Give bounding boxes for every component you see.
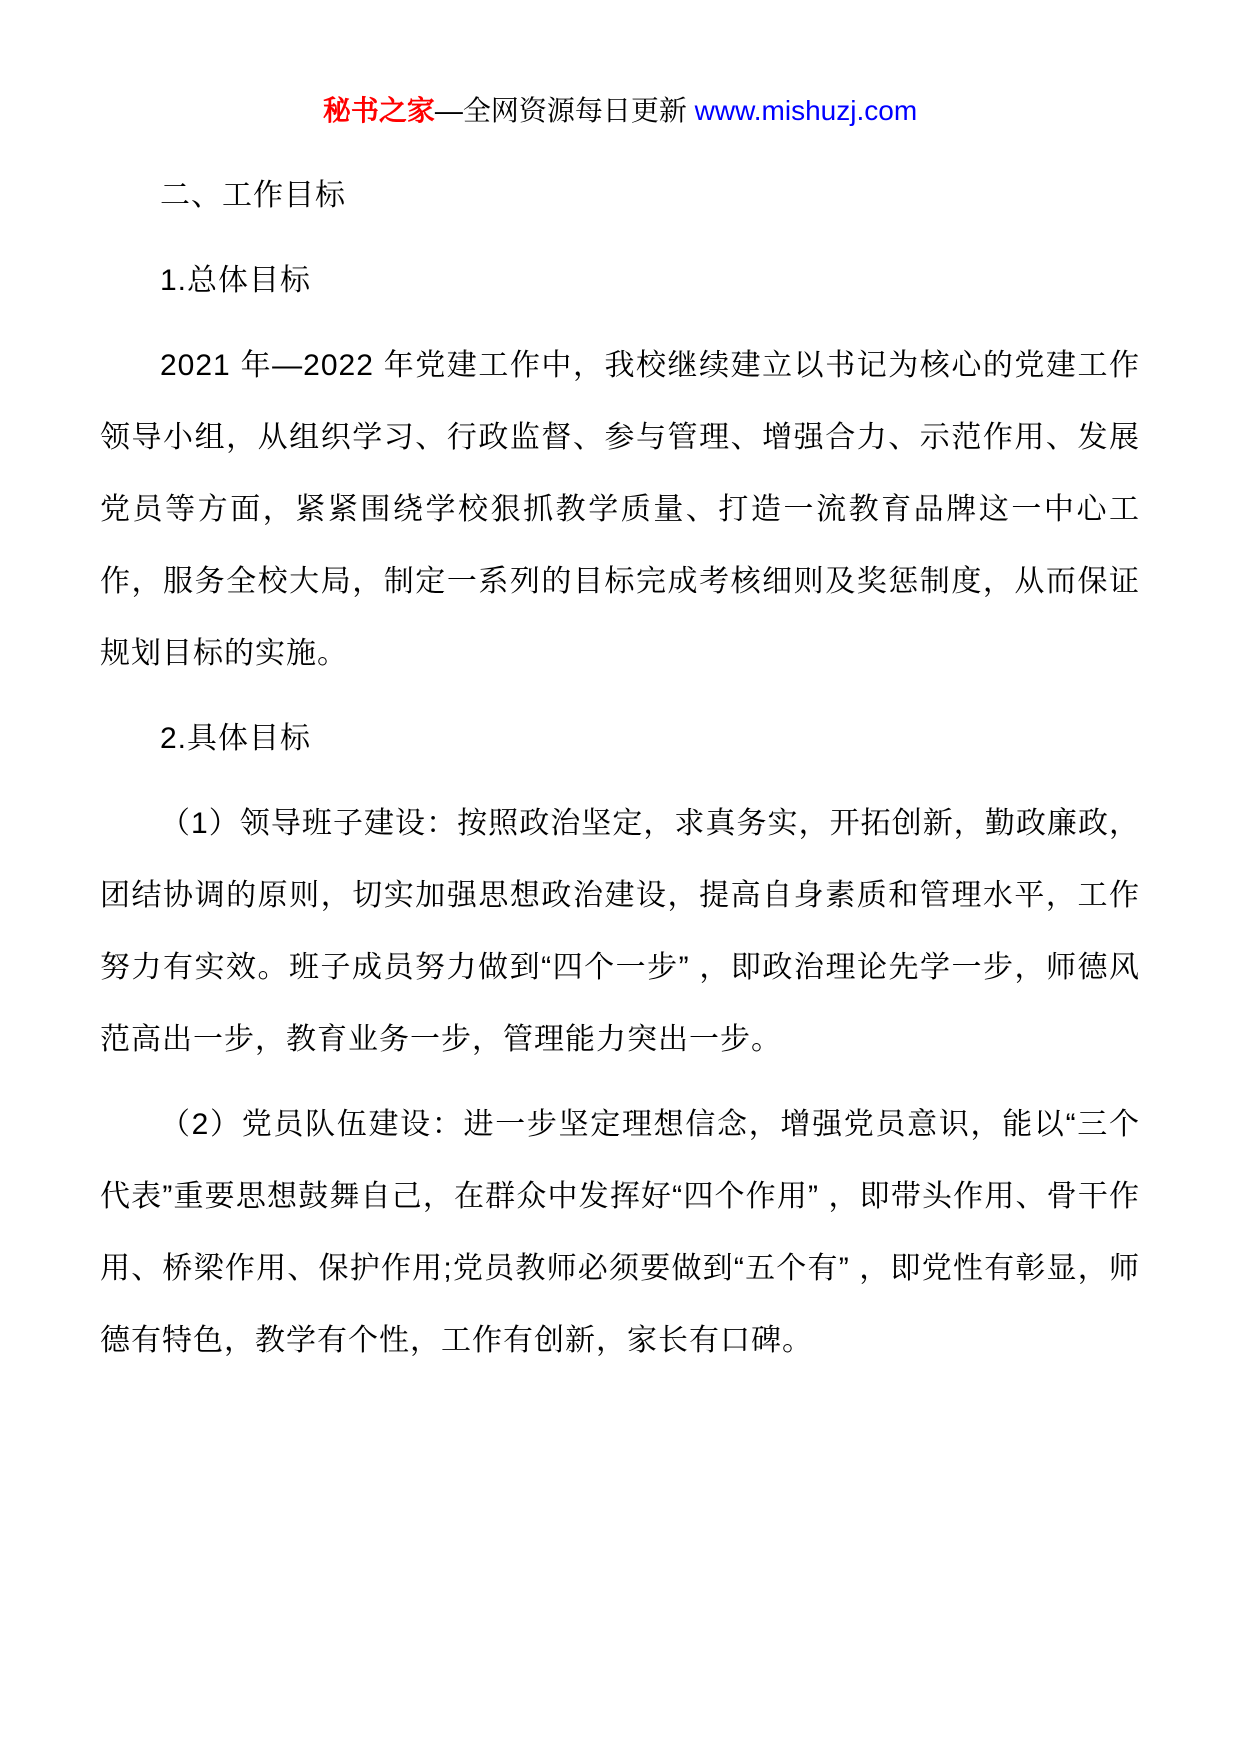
paragraph-party-member-team: （2）党员队伍建设：进一步坚定理想信念，增强党员意识，能以“三个代表”重要思想鼓舞自己，在群众中发挥好“四个作用” ，即带头作用、骨干作用、桥梁作用、保护作用;党员教师必须要做到“五个有” ，即党性有彰显，师德有特色，教学有个性，工作有创新，家长有口碑。 <box>100 1108 1140 1357</box>
subsection-heading-overall-goal: 1.总体目标 <box>160 264 312 297</box>
subsection-heading-specific-goals: 2.具体目标 <box>160 722 312 755</box>
paragraph-overall-goal: 2021 年—2022 年党建工作中，我校继续建立以书记为核心的党建工作领导小组，从组织学习、行政监督、参与管理、增强合力、示范作用、发展党员等方面，紧紧围绕学校狠抓教学质量、打造一流教育品牌这一中心工作，服务全校大局，制定一系列的目标完成考核细则及奖惩制度，从而保证规划目标的实施。 <box>100 349 1140 670</box>
site-tagline-text: —全网资源每日更新 <box>434 95 695 126</box>
document-body <box>100 160 1140 1377</box>
section-heading-work-goals: 二、工作目标 <box>160 179 346 212</box>
site-url-link[interactable]: www.mishuzj.com <box>694 95 918 126</box>
document-header <box>100 88 1140 134</box>
site-brand-text: 秘书之家 <box>322 95 435 126</box>
paragraph-leadership-team: （1）领导班子建设：按照政治坚定，求真务实，开拓创新，勤政廉政，团结协调的原则，切实加强思想政治建设，提高自身素质和管理水平，工作努力有实效。班子成员努力做到“四个一步” ，即政治理论先学一步，师德风范高出一步，教育业务一步，管理能力突出一步。 <box>100 807 1140 1056</box>
